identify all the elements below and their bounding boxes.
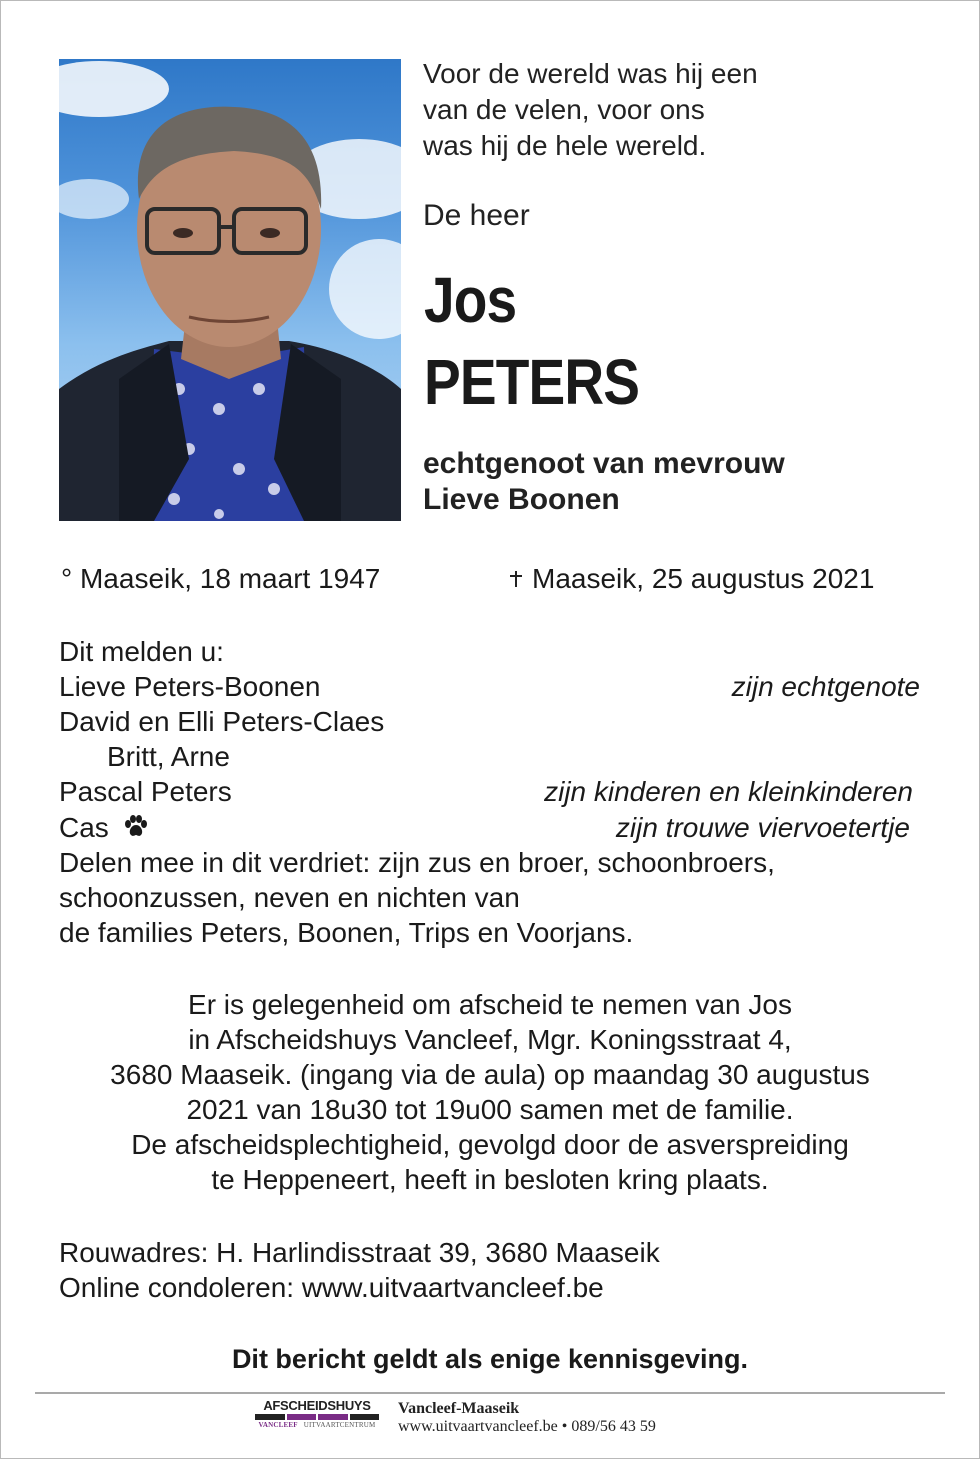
family-name: Pascal Peters bbox=[59, 776, 232, 807]
cross-icon bbox=[510, 571, 522, 587]
announce-intro: Dit melden u: bbox=[59, 636, 224, 667]
logo-title: AFSCHEIDSHUYS bbox=[263, 1398, 371, 1413]
quote bbox=[423, 56, 758, 164]
family-relation: zijn echtgenote bbox=[731, 671, 920, 702]
farewell-line: De afscheidsplechtigheid, gevolgd door de asverspreiding bbox=[131, 1129, 849, 1160]
paw-icon bbox=[123, 815, 149, 839]
quote-line: van de velen, voor ons bbox=[423, 94, 705, 125]
first-name: Jos bbox=[424, 264, 517, 336]
farewell-line: te Heppeneert, heeft in besloten kring plaats. bbox=[211, 1164, 769, 1195]
family-name: Britt, Arne bbox=[107, 741, 230, 772]
logo-right: UITVAARTCENTRUM bbox=[303, 1421, 376, 1429]
spouse-info bbox=[423, 446, 785, 518]
logo-subtitle bbox=[254, 1420, 380, 1430]
farewell-line: in Afscheidshuys Vancleef, Mgr. Koningsstraat 4, bbox=[188, 1024, 792, 1055]
family-pet bbox=[59, 810, 149, 845]
portrait-photo bbox=[59, 59, 401, 521]
divider bbox=[35, 1392, 945, 1394]
sharing-line: de families Peters, Boonen, Trips en Voorjans. bbox=[59, 917, 634, 948]
death-info bbox=[510, 561, 874, 597]
death-text: Maaseik, 25 augustus 2021 bbox=[532, 563, 875, 594]
spouse-line: Lieve Boonen bbox=[423, 483, 620, 516]
honorific: De heer bbox=[423, 199, 530, 232]
sharing-line: Delen mee in dit verdriet: zijn zus en broer, schoonbroers, bbox=[59, 847, 775, 878]
online-condolence: Online condoleren: www.uitvaartvancleef.be bbox=[59, 1272, 604, 1303]
spouse-line: echtgenoot van mevrouw bbox=[423, 447, 785, 480]
family-relation: zijn kinderen en kleinkinderen bbox=[544, 776, 913, 807]
sharing-line: schoonzussen, neven en nichten van bbox=[59, 882, 520, 913]
family-name: David en Elli Peters-Claes bbox=[59, 706, 385, 737]
farewell-line: Er is gelegenheid om afscheid te nemen van Jos bbox=[188, 989, 792, 1020]
farewell-line: 2021 van 18u30 tot 19u00 samen met de familie. bbox=[186, 1094, 794, 1125]
family-relation: zijn trouwe viervoetertje bbox=[615, 812, 910, 843]
logo-left: VANCLEEF bbox=[258, 1421, 298, 1429]
birth-info: ° Maaseik, 18 maart 1947 bbox=[61, 563, 381, 594]
address-block bbox=[59, 1235, 660, 1305]
quote-line: was hij de hele wereld. bbox=[423, 130, 707, 161]
company-name: Vancleef-Maaseik bbox=[398, 1400, 520, 1417]
family-name: Lieve Peters-Boonen bbox=[59, 671, 321, 702]
farewell-line: 3680 Maaseik. (ingang via de aula) op maandag 30 augustus bbox=[110, 1059, 870, 1090]
farewell-info bbox=[0, 987, 980, 1197]
family-name: Cas bbox=[59, 812, 109, 843]
quote-line: Voor de wereld was hij een bbox=[423, 58, 758, 89]
notice: Dit bericht geldt als enige kennisgeving. bbox=[231, 1344, 749, 1374]
mourning-address: Rouwadres: H. Harlindisstraat 39, 3680 Maaseik bbox=[59, 1237, 660, 1268]
company-contact: www.uitvaartvancleef.be • 089/56 43 59 bbox=[398, 1418, 656, 1435]
company-logo bbox=[254, 1399, 380, 1435]
last-name: PETERS bbox=[424, 346, 640, 418]
